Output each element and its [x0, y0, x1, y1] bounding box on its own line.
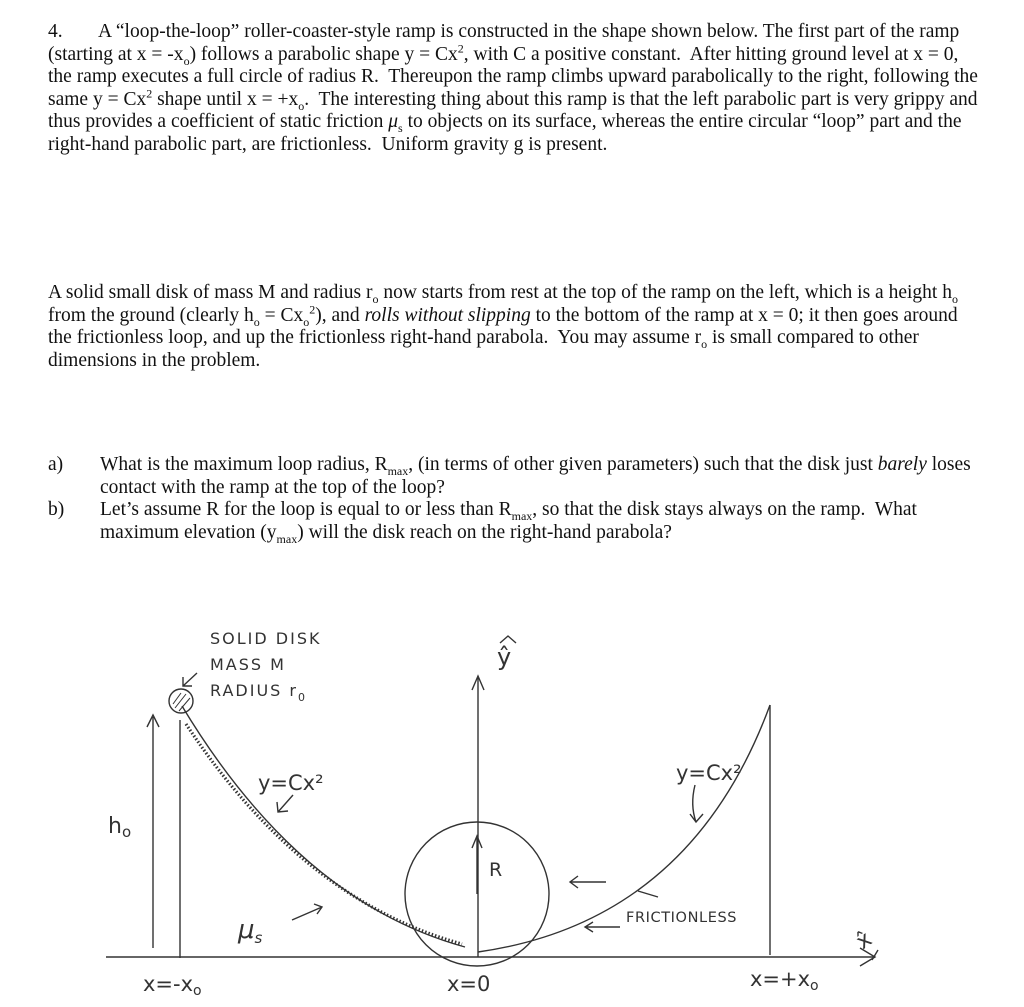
h0-label-main: h	[108, 814, 122, 839]
part-a-label: a)	[48, 454, 64, 475]
mu-label	[237, 915, 263, 947]
disk-hatch	[173, 693, 190, 711]
x-left-label-sub: o	[193, 983, 202, 999]
loop-radius-label: R	[489, 859, 503, 881]
frictionless-pointer	[638, 891, 658, 897]
part-b	[48, 499, 983, 544]
y-hat-caret	[500, 636, 516, 643]
disk-label-radius: RADIUS r	[210, 681, 298, 700]
x-axis-label: x̂	[851, 926, 877, 955]
left-parabola-equation: y=Cx²	[258, 771, 324, 795]
x-right-label-sub: o	[810, 978, 819, 994]
left-parabola-hatch	[186, 724, 462, 944]
frictionless-arrow	[585, 922, 620, 932]
h0-label-sub: o	[121, 823, 132, 841]
left-eq-arrow	[277, 795, 293, 812]
mu-label-main: μ	[238, 915, 255, 945]
disk-label-line-2: MASS M	[210, 655, 286, 674]
x-right-label	[750, 967, 819, 994]
x-right-label-main: x=+x	[750, 967, 811, 991]
problem-text: A “loop-the-loop” roller-coaster-style ramp is constructed in the shape shown below. The first part of the ramp (starting at $x = -x_o$) follows a parabolic shape $y = Cx^2$, with C a positive constant. After hitting ground level at x = 0, the ramp executes a full circle of radius R. Thereupon the ramp climbs upward parabolically to the right, following the same $y = Cx^2$ shape until $x = +x_o$. The interesting thing about this ramp is that the left parabolic part is very grippy and thus provides a coefficient of static friction $\mu_s$ to objects on its surface, whereas the entire circular “loop” part and the right-hand parabolic part, are frictionless. Uniform gravity g is present.	[48, 21, 978, 155]
x-left-label	[143, 972, 202, 999]
x-zero-label: x=0	[447, 972, 491, 996]
part-b-label: b)	[48, 499, 65, 520]
ramp-diagram	[0, 600, 1024, 1007]
problem-number: 4.	[48, 21, 63, 42]
x-left-label-main: x=-x	[143, 972, 194, 996]
part-a-text: What is the maximum loop radius, $R_{max}$, (in terms of other given parameters) such that the disk just barely loses contact with the ramp at the top of the loop?	[100, 454, 971, 498]
setup-paragraph: A solid small disk of mass M and radius $r_o$ now starts from rest at the top of the ramp on the left, which is a height $h_o$ from the ground (clearly $h_o = Cx_o^2$), and rolls without slipping to the bottom of the ramp at x = 0; it then goes around the frictionless loop, and up the frictionless right-hand parabola. You may assume $r_o$ is small compared to other dimensions in the problem.	[48, 282, 958, 371]
disk-label-arrow	[183, 673, 197, 686]
problem-statement	[48, 21, 983, 156]
question-parts	[48, 454, 983, 544]
disk-label-line-1: SOLID DISK	[210, 629, 322, 648]
y-axis-label: ŷ	[497, 643, 512, 671]
disk-label-line-3	[210, 681, 307, 704]
frictionless-label: FRICTIONLESS	[626, 910, 738, 926]
mu-arrow	[292, 904, 322, 920]
loop-arrow	[570, 876, 606, 888]
mu-label-sub: s	[254, 929, 263, 947]
part-b-text: Let’s assume R for the loop is equal to or less than $R_{max}$, so that the disk stays always on the ramp. What maximum elevation $(y_{max})$ will the disk reach on the right-hand parabola?	[100, 499, 917, 546]
part-a	[48, 454, 983, 499]
right-eq-arrow	[690, 785, 703, 822]
h0-label	[108, 814, 131, 841]
disk-label-radius-sub: 0	[297, 691, 307, 704]
left-parabola	[182, 706, 465, 947]
right-parabola-equation: y=Cx²	[676, 761, 742, 785]
